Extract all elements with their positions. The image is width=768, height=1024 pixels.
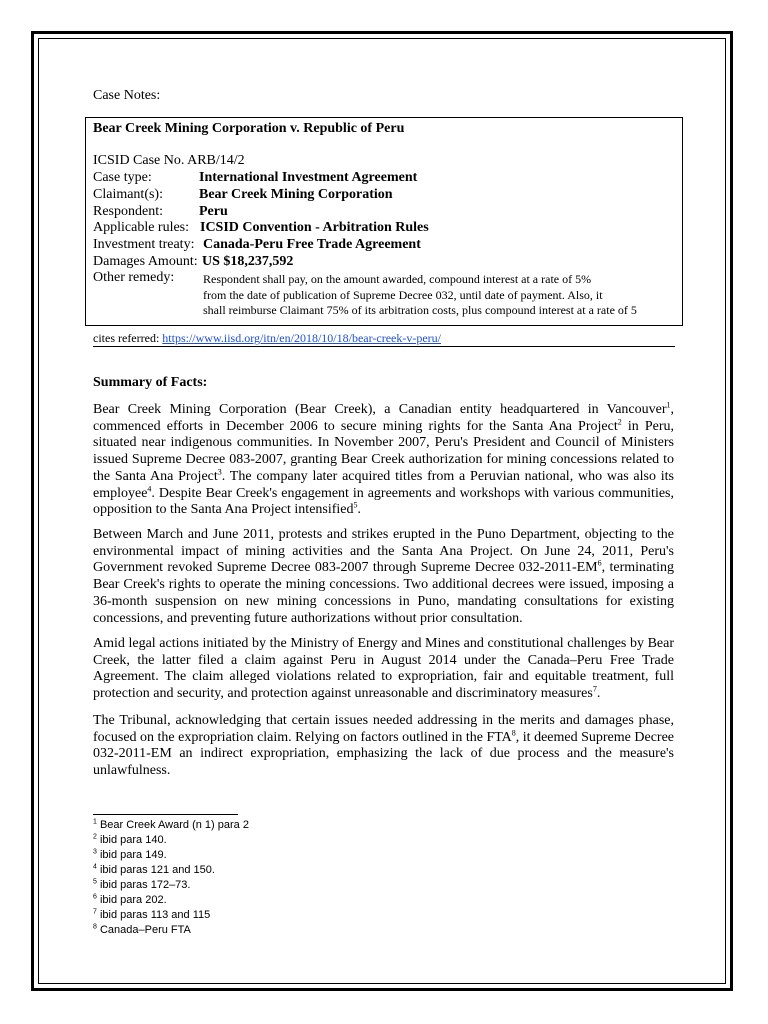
footnote-ref: 2 xyxy=(617,417,622,427)
paragraph xyxy=(93,402,674,519)
footnote-number: 8 xyxy=(93,923,97,931)
detail-key: Investment treaty: xyxy=(93,237,195,252)
footnote xyxy=(93,878,190,892)
paragraph xyxy=(93,636,674,703)
footnote xyxy=(93,848,167,862)
detail-key: Applicable rules: xyxy=(93,220,190,235)
footnote-text: ibid paras 172–73. xyxy=(96,879,191,891)
footnote-number: 2 xyxy=(93,833,97,841)
summary-heading: Summary of Facts: xyxy=(93,375,208,390)
footnote-ref: 4 xyxy=(147,483,152,493)
footnote xyxy=(93,818,249,832)
detail-row-other-remedy xyxy=(93,270,174,286)
paragraph-text: , commenced efforts in December 2006 to secure mining rights for the Santa Ana Project xyxy=(93,402,674,434)
footnote-number: 5 xyxy=(93,878,97,886)
detail-value: Bear Creek Mining Corporation xyxy=(199,187,393,202)
detail-value: Canada-Peru Free Trade Agreement xyxy=(203,237,421,252)
detail-row-case-type xyxy=(93,170,418,186)
footnote-number: 3 xyxy=(93,848,97,856)
footnote-number: 7 xyxy=(93,908,97,916)
paragraph-text: . xyxy=(357,502,362,518)
footnote-text: ibid paras 121 and 150. xyxy=(96,864,215,876)
paragraph-text: , terminating Bear Creek's rights to operate the mining concessions. Two additional decrees were issued, imposing a 36-month suspension on new mining concessions in Puno, mandating consultations for existing concessions, and preventing future authorizations without prior consultation. xyxy=(93,560,675,626)
paragraph-text: Bear Creek Mining Corporation (Bear Creek), a Canadian entity headquartered in Vancouver xyxy=(93,402,667,417)
footnote-text: ibid paras 113 and 115 xyxy=(96,909,211,921)
footnote xyxy=(93,923,191,937)
footnote xyxy=(93,908,210,922)
divider xyxy=(93,346,675,347)
detail-key: Respondent: xyxy=(93,204,163,219)
paragraph-text: . Despite Bear Creek's engagement in agreements and workshops with various communities, opposition to the Santa Ana Project intensified xyxy=(93,485,674,518)
detail-row-damages-amount xyxy=(93,254,294,270)
footnote-ref: 5 xyxy=(353,500,358,510)
paragraph xyxy=(93,527,674,627)
footnote-ref: 6 xyxy=(597,558,602,568)
detail-row-respondent xyxy=(93,204,228,220)
other-remedy-line: shall reimburse Claimant 75% of its arbitration costs, plus compound interest at a rate of 5 xyxy=(203,303,637,317)
detail-value: International Investment Agreement xyxy=(199,170,418,185)
footnote-text: Bear Creek Award (n 1) para 2 xyxy=(96,819,249,831)
paragraph-text: Amid legal actions initiated by the Ministry of Energy and Mines and constitutional challenges by Bear Creek, the latter filed a claim against Peru in August 2014 under the Canada–Peru Free Trade Agreement. The claim alleged violations related to expropriation, fair and equitable treatment, full protection and security, and protection against unreasonable and discriminatory measures xyxy=(93,636,674,702)
detail-value: Peru xyxy=(199,204,228,219)
detail-value: US $18,237,592 xyxy=(202,254,294,269)
cites-referred xyxy=(93,331,441,346)
other-remedy-line: from the date of publication of Supreme Decree 032, until date of payment. Also, it xyxy=(203,288,603,302)
footnote-number: 1 xyxy=(93,818,97,826)
case-number: ICSID Case No. ARB/14/2 xyxy=(93,153,245,168)
paragraph-text: Between March and June 2011, protests and strikes erupted in the Puno Department, objecting to the environmental impact of mining activities and the Santa Ana Project. On June 24, 2011, Peru's Government revoked Supreme Decree 083-2007 through Supreme Decree 032-2011-EM xyxy=(93,527,674,576)
detail-key: Other remedy: xyxy=(93,270,175,285)
footnote-number: 6 xyxy=(93,893,97,901)
paragraph-text: , it deemed Supreme Decree 032-2011-EM an indirect expropriation, emphasizing the lack of due process and the measure's unlawfulness. xyxy=(93,729,675,779)
detail-row-applicable-rules xyxy=(93,220,429,236)
cites-link[interactable]: https://www.iisd.org/itn/en/2018/10/18/bear-creek-v-peru/ xyxy=(162,331,441,345)
cites-label: cites referred: xyxy=(93,331,163,345)
detail-key: Claimant(s): xyxy=(93,187,163,202)
detail-row-claimant xyxy=(93,187,393,203)
detail-value: ICSID Convention - Arbitration Rules xyxy=(200,220,429,235)
footnote-ref: 3 xyxy=(217,467,222,477)
other-remedy-line: Respondent shall pay, on the amount awarded, compound interest at a rate of 5% xyxy=(203,272,592,286)
footnote xyxy=(93,893,167,907)
paragraph xyxy=(93,713,674,780)
detail-key: Case type: xyxy=(93,170,152,185)
paragraph-text: in Peru, situated near indigenous communities. In November 2007, Peru's President and Council of Ministers issued Supreme Decree 083-2007, granting Bear Creek authorization for mining concessions related to the Santa Ana Project xyxy=(93,418,674,484)
detail-row-investment-treaty xyxy=(93,237,421,253)
footnote-text: Canada–Peru FTA xyxy=(96,924,191,936)
footnote-separator xyxy=(93,814,238,815)
case-notes-label: Case Notes: xyxy=(93,88,161,103)
footnote-ref: 7 xyxy=(592,684,597,694)
footnote-text: ibid para 202. xyxy=(96,894,167,906)
paragraph-text: . The company later acquired titles from a Peruvian national, who was also its employee xyxy=(93,468,674,501)
footnote xyxy=(93,833,167,847)
detail-key: Damages Amount: xyxy=(93,254,198,269)
footnote xyxy=(93,863,215,877)
footnote-number: 4 xyxy=(93,863,97,871)
footnote-ref: 8 xyxy=(511,728,516,738)
paragraph-text: . xyxy=(596,686,601,702)
footnote-text: ibid para 140. xyxy=(96,834,167,846)
footnote-text: ibid para 149. xyxy=(96,849,167,861)
footnote-ref: 1 xyxy=(666,400,671,410)
case-title: Bear Creek Mining Corporation v. Republic of Peru xyxy=(93,121,405,136)
paragraph-text: The Tribunal, acknowledging that certain issues needed addressing in the merits and damages phase, focused on the expropriation claim. Relying on factors outlined in the FTA xyxy=(93,713,674,745)
